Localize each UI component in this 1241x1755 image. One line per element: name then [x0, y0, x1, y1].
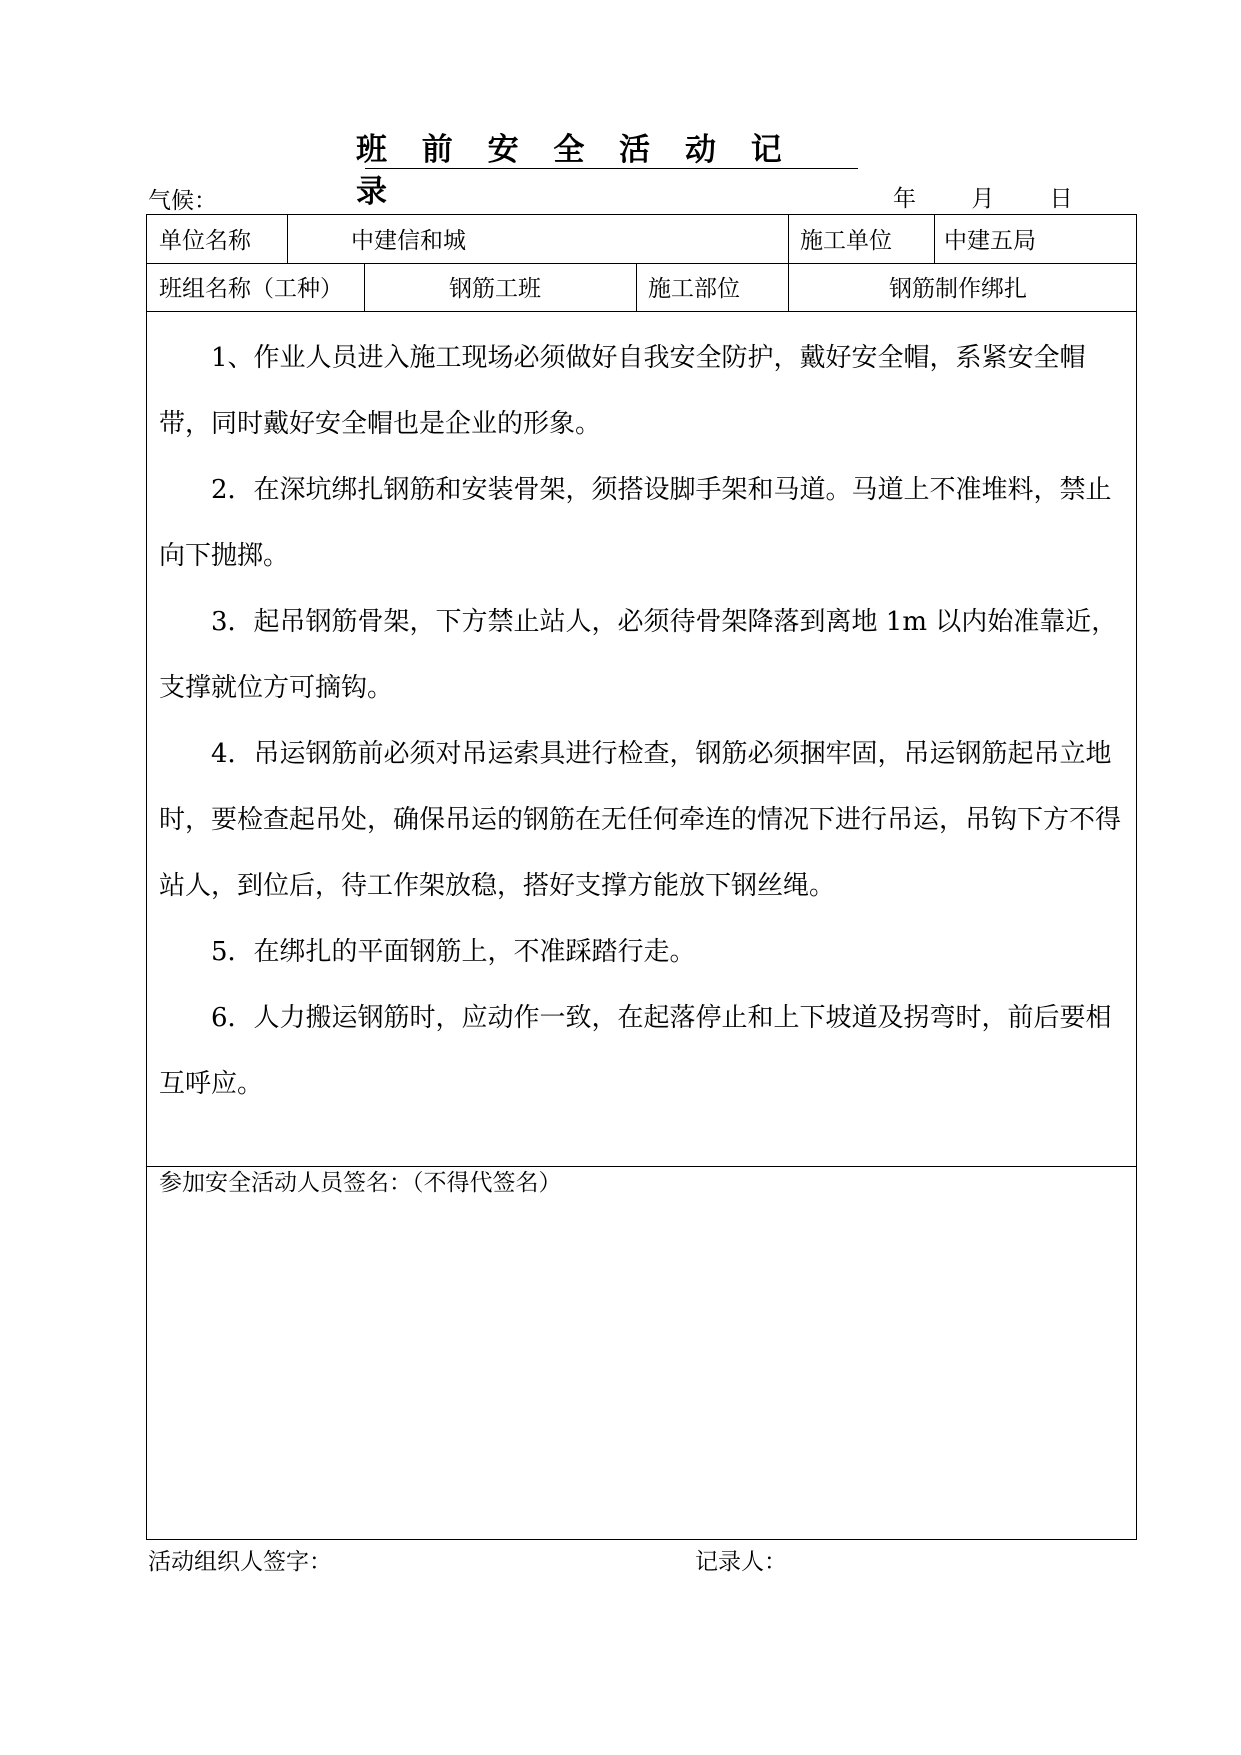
weather-label: 气候： [148, 188, 217, 214]
row-divider-2 [147, 311, 1136, 312]
unit-name-label: 单位名称 [159, 228, 251, 254]
row-divider-3 [147, 1166, 1136, 1167]
day-label: 日 [1049, 186, 1073, 212]
record-form-table [146, 214, 1137, 1540]
col-divider-r1-c [934, 215, 935, 263]
participants-signature-label: 参加安全活动人员签名：（不得代签名） [159, 1170, 562, 1196]
col-divider-r1-b [788, 215, 789, 263]
page-title: 班 前 安 全 活 动 记 录 [356, 132, 794, 210]
team-name-value: 钢筋工班 [449, 276, 541, 302]
safety-rules [159, 325, 1127, 1117]
construction-part-value: 钢筋制作绑扎 [889, 276, 1027, 302]
organizer-signature-label: 活动组织人签字： [148, 1549, 332, 1575]
year-label: 年 [893, 186, 916, 212]
unit-name-value: 中建信和城 [351, 228, 466, 254]
construction-part-label: 施工部位 [648, 276, 740, 302]
rule-item: 5．在绑扎的平面钢筋上，不准踩踏行走。 [211, 937, 696, 967]
col-divider-r1-a [287, 215, 288, 263]
construction-unit-value: 中建五局 [944, 228, 1036, 254]
rule-item: 4．吊运钢筋前必须对吊运索具进行检查，钢筋必须捆牢固，吊运钢筋起吊立地时，要检查起吊处，确保吊运的钢筋在无任何牵连的情况下进行吊运，吊钩下方不得站人，到位后，待工作架放稳，搭好支撑方能放下钢丝绳。 [159, 739, 1122, 901]
team-name-label: 班组名称（工种） [159, 276, 343, 302]
row-divider-1 [147, 263, 1136, 264]
date-line [893, 184, 1073, 214]
title-underline [365, 168, 858, 169]
construction-unit-label: 施工单位 [800, 228, 892, 254]
rule-item: 2．在深坑绑扎钢筋和安装骨架，须搭设脚手架和马道。马道上不准堆料，禁止向下抛掷。 [159, 475, 1112, 571]
recorder-label: 记录人： [695, 1549, 787, 1575]
col-divider-r2-a [364, 263, 365, 311]
col-divider-r2-b [636, 263, 637, 311]
rule-item: 1、作业人员进入施工现场必须做好自我安全防护，戴好安全帽，系紧安全帽带，同时戴好安全帽也是企业的形象。 [159, 343, 1086, 439]
rule-item: 3．起吊钢筋骨架，下方禁止站人，必须待骨架降落到离地 1m 以内始准靠近，支撑就位方可摘钩。 [159, 607, 1118, 703]
col-divider-r2-c [788, 263, 789, 311]
month-label: 月 [971, 186, 995, 212]
rule-item: 6．人力搬运钢筋时，应动作一致，在起落停止和上下坡道及拐弯时，前后要相互呼应。 [159, 1003, 1112, 1099]
